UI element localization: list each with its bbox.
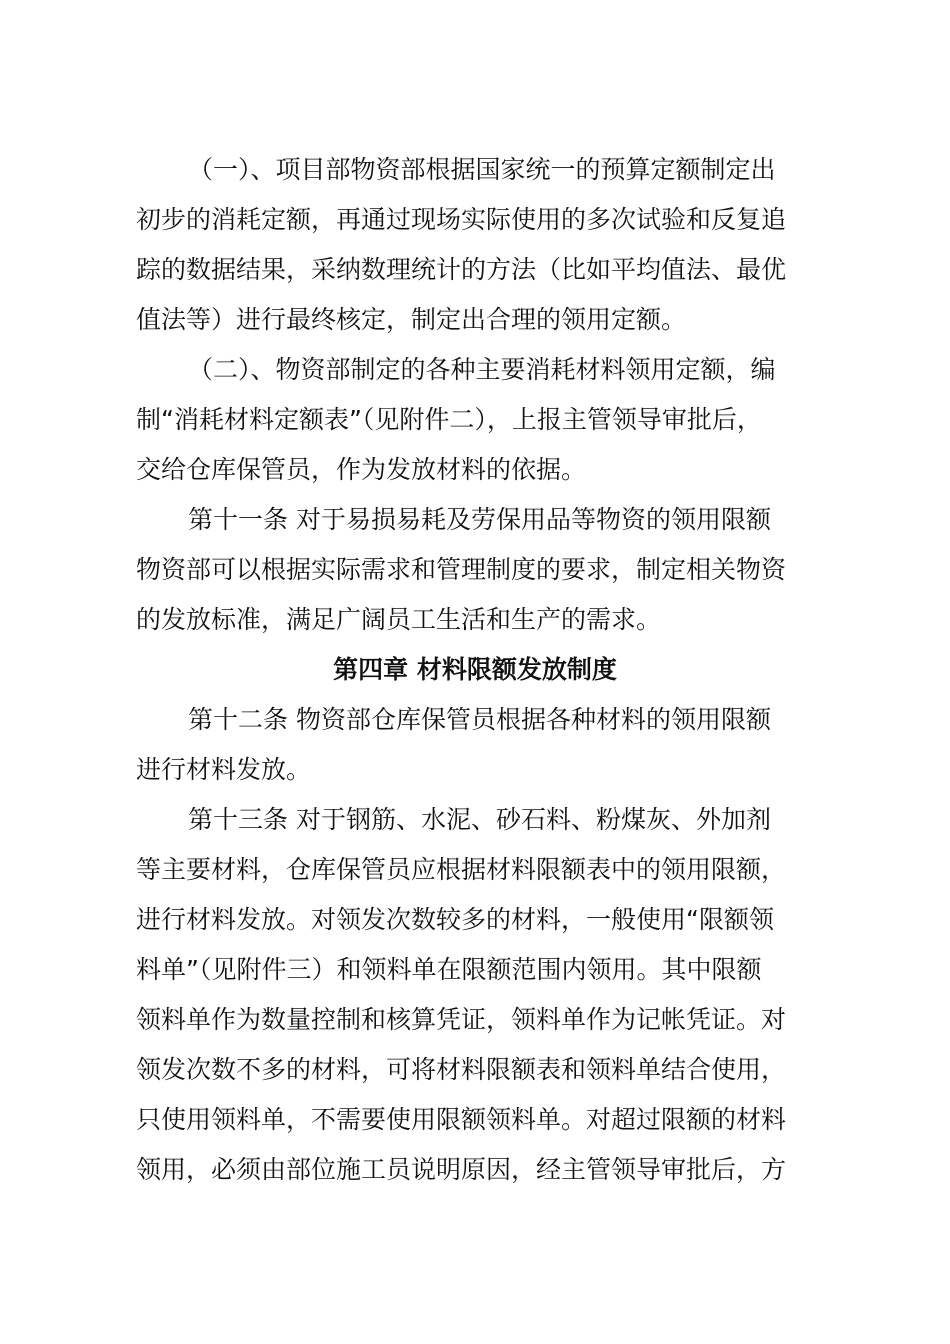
chapter-heading: 第四章 材料限额发放制度 — [333, 655, 617, 684]
article-13-line-6: 领发次数不多的材料，可将材料限额表和领料单结合使用， — [136, 1055, 787, 1084]
article-13-line-1: 第十三条 对于钢筋、水泥、砂石料、粉煤灰、外加剂 — [188, 805, 771, 834]
article-11-line-2: 物资部可以根据实际需求和管理制度的要求，制定相关物资 — [136, 555, 787, 584]
paragraph-1-line-1: （一）、项目部物资部根据国家统一的预算定额制定出 — [188, 155, 776, 184]
article-11-line-3: 的发放标准，满足广阔员工生活和生产的需求。 — [136, 605, 662, 634]
article-13-line-4: 料单”（见附件三）和领料单在限额范围内领用。其中限额 — [136, 955, 762, 984]
article-12-line-2: 进行材料发放。 — [136, 755, 312, 784]
paragraph-1-line-2: 初步的消耗定额，再通过现场实际使用的多次试验和反复追 — [136, 205, 787, 234]
paragraph-2-line-2: 制“消耗材料定额表”（见附件二），上报主管领导审批后， — [136, 405, 762, 434]
article-13-line-7: 只使用领料单，不需要使用限额领料单。对超过限额的材料 — [136, 1105, 787, 1134]
article-13-line-8: 领用，必须由部位施工员说明原因，经主管领导审批后，方 — [136, 1155, 787, 1184]
paragraph-2-line-1: （二）、物资部制定的各种主要消耗材料领用定额，编 — [188, 355, 776, 384]
article-13-line-5: 领料单作为数量控制和核算凭证，领料单作为记帐凭证。对 — [136, 1005, 787, 1034]
paragraph-1-line-3: 踪的数据结果，采纳数理统计的方法（比如平均值法、最优 — [136, 255, 787, 284]
paragraph-2-line-3: 交给仓库保管员，作为发放材料的依据。 — [136, 455, 587, 484]
paragraph-1-line-4: 值法等）进行最终核定，制定出合理的领用定额。 — [136, 305, 687, 334]
article-13-line-2: 等主要材料，仓库保管员应根据材料限额表中的领用限额， — [136, 855, 787, 884]
article-11-line-1: 第十一条 对于易损易耗及劳保用品等物资的领用限额 — [188, 505, 771, 534]
article-12-line-1: 第十二条 物资部仓库保管员根据各种材料的领用限额 — [188, 705, 771, 734]
article-13-line-3: 进行材料发放。对领发次数较多的材料，一般使用“限额领 — [136, 905, 774, 934]
